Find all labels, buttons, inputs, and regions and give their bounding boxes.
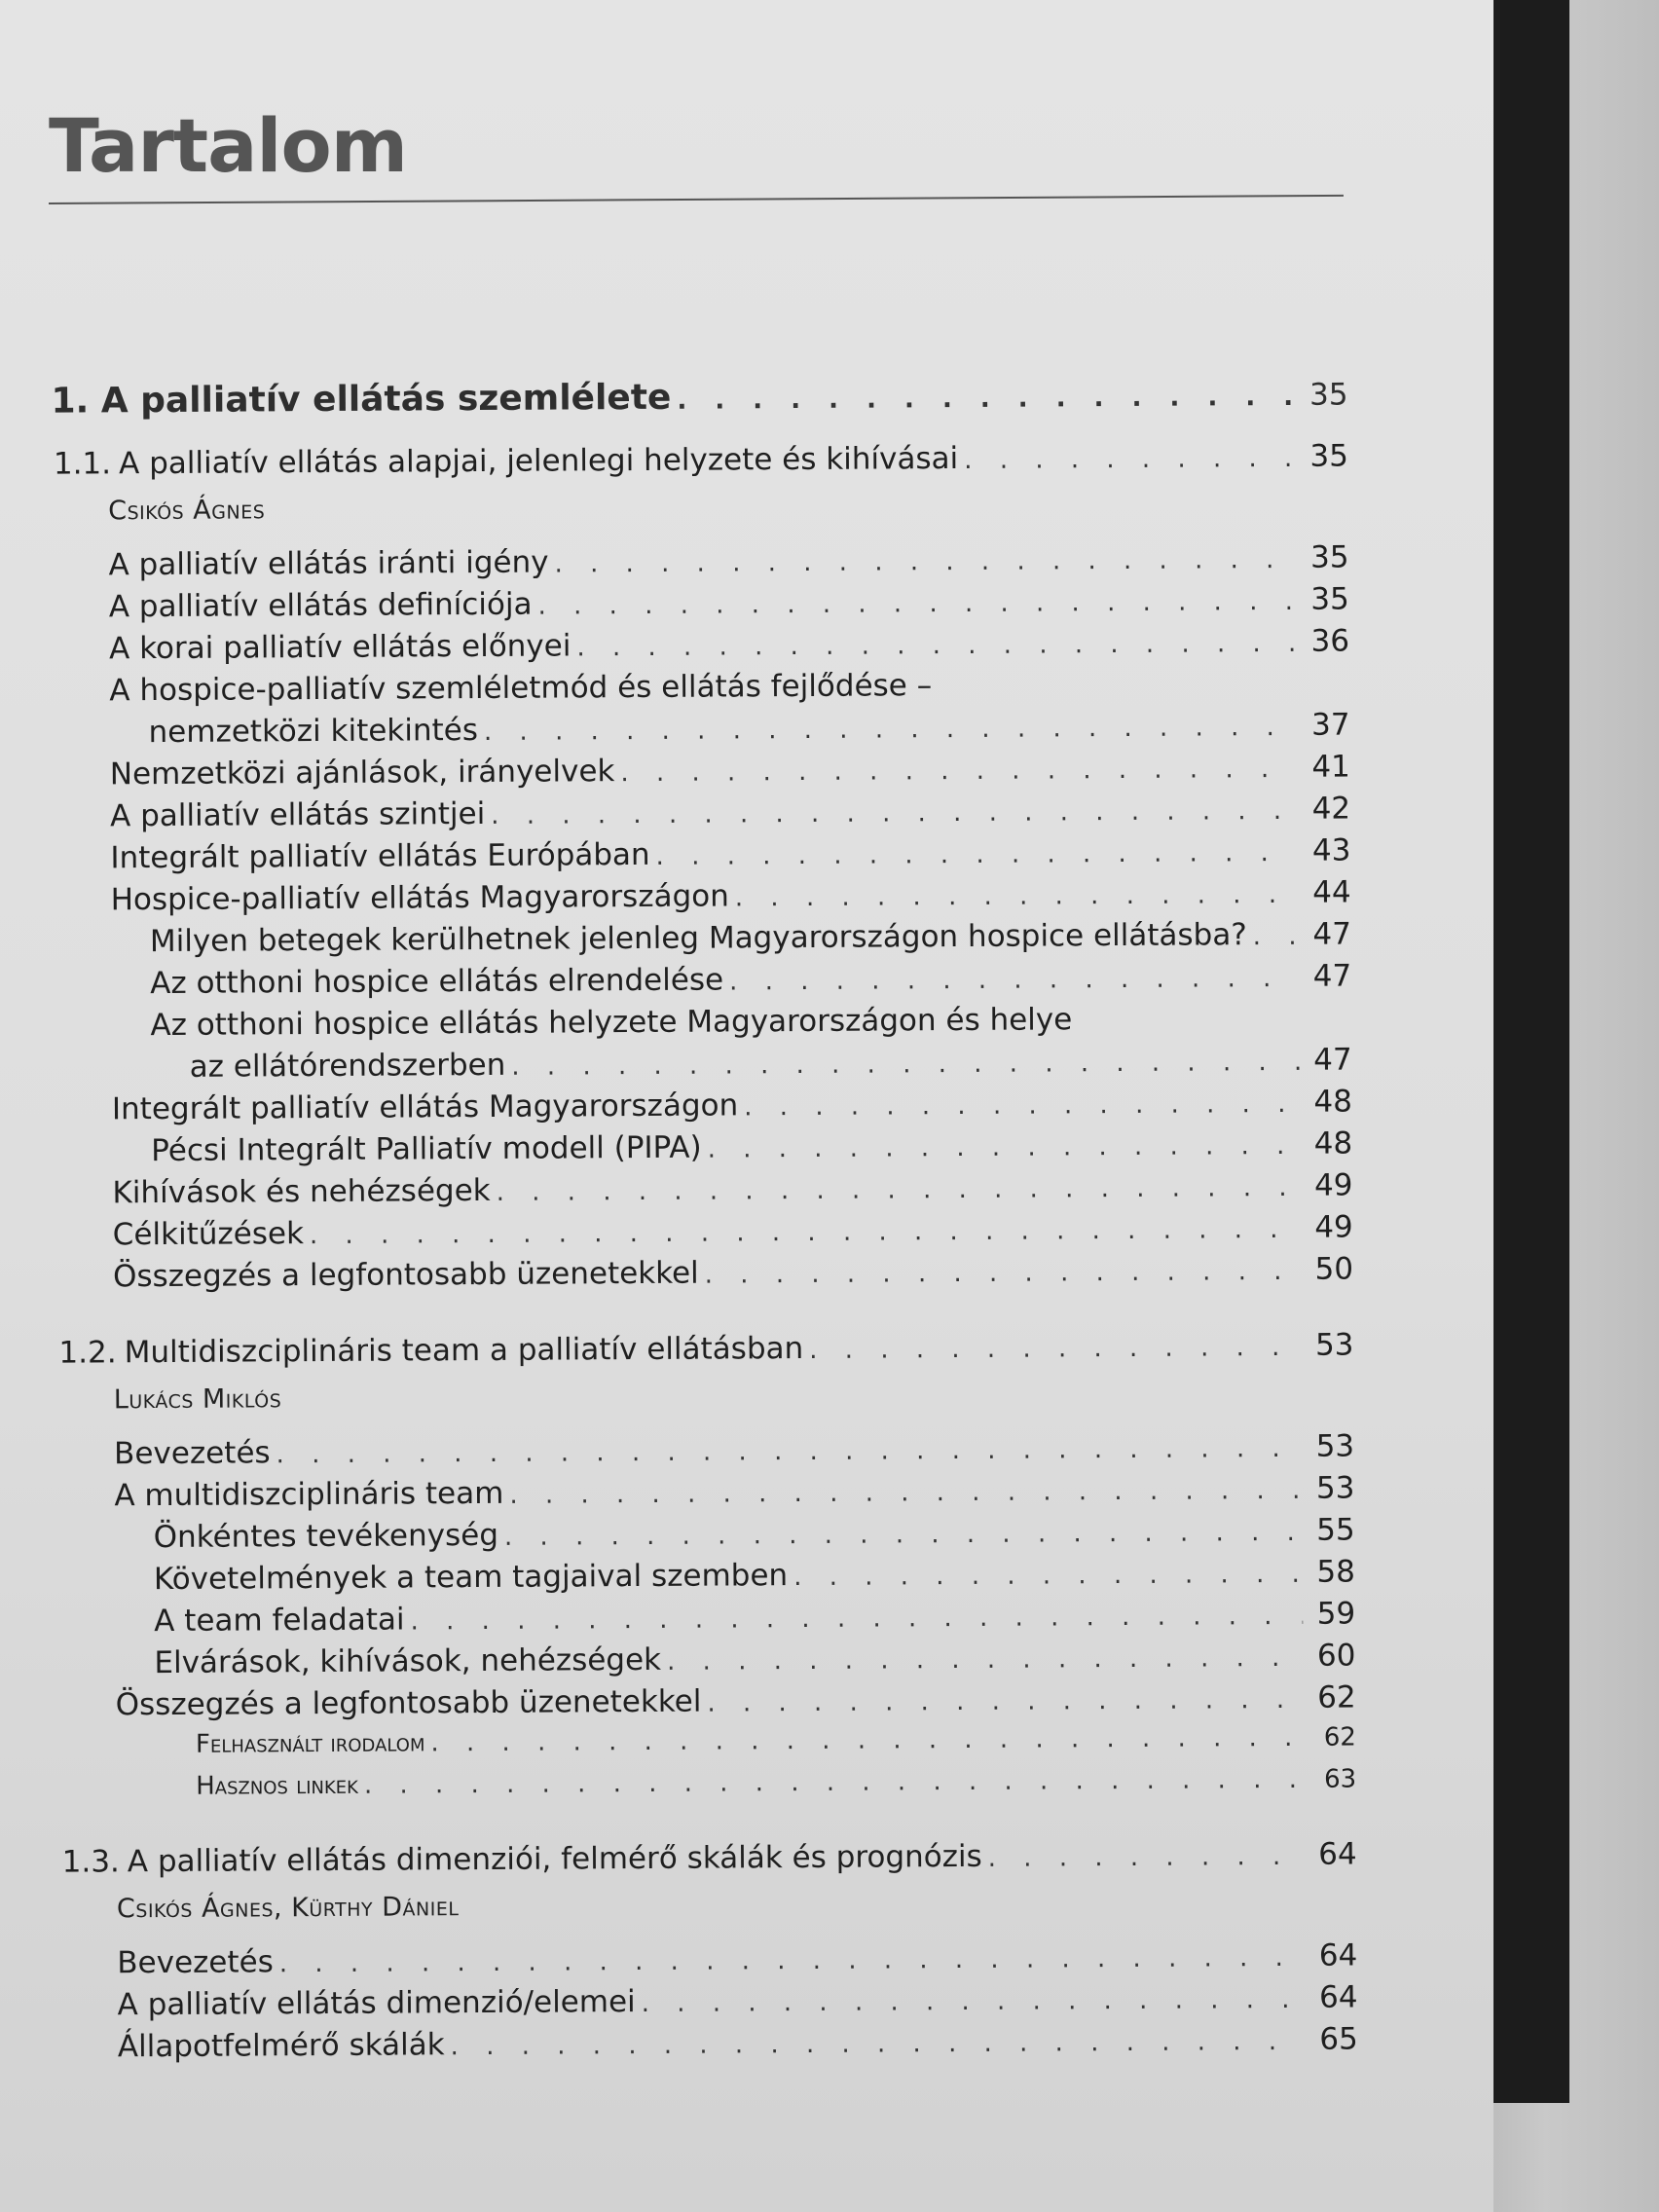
toc-label: Elvárások, kihívások, nehézségek (154, 1641, 662, 1681)
toc-subitem-continued: Az otthoni hospice ellátás helyzete Magyarországon és helye (150, 1002, 1073, 1044)
toc-page: 41 (1311, 749, 1350, 785)
toc-page: 55 (1316, 1512, 1355, 1548)
toc-page: 53 (1315, 1470, 1355, 1506)
toc-page: 35 (1309, 438, 1348, 474)
toc-label: Összegzés a legfontosabb üzenetekkel (115, 1683, 702, 1723)
toc-page: 48 (1313, 1125, 1353, 1161)
leader-dots (705, 1259, 1301, 1288)
section-author: Csikós Ágnes (108, 495, 266, 527)
toc-subitem (154, 1596, 1356, 1640)
section-number: 1.1. (53, 446, 112, 482)
toc-label: A palliatív ellátás dimenziói, felmérő skálák és prognózis (127, 1838, 982, 1880)
toc-label: az ellátórendszerben (189, 1047, 506, 1085)
toc-item (117, 2021, 1358, 2065)
toc-page: 64 (1318, 1937, 1358, 1973)
toc-label: Bevezetés (117, 1944, 274, 1981)
toc-label: A palliatív ellátás definíciója (108, 586, 533, 625)
toc-label: Multidiszciplináris team a palliatív ellátásban (124, 1330, 804, 1371)
toc-label: Milyen betegek kerülhetnek jelenleg Magyarországon hospice ellátásba? (149, 917, 1247, 960)
toc-item (148, 707, 1350, 751)
toc-label: Pécsi Integrált Palliatív modell (PIPA) (151, 1129, 702, 1169)
toc-label: Összegzés a legfontosabb üzenetekkel (112, 1255, 699, 1295)
toc-label: Követelmények a team tagjaival szemben (153, 1558, 789, 1598)
section-number: 1.3. (61, 1844, 120, 1880)
section-number: 1.2. (58, 1335, 117, 1371)
toc-reference (196, 1764, 1357, 1801)
toc-item (109, 749, 1350, 793)
leader-dots (620, 756, 1298, 786)
leader-dots (504, 1520, 1303, 1550)
toc-label: Bevezetés (114, 1435, 271, 1472)
leader-dots (430, 1725, 1304, 1755)
toc-item (111, 1084, 1353, 1127)
leader-dots (554, 547, 1296, 577)
toc-item (112, 1251, 1354, 1295)
toc-label: Önkéntes tevékenység (153, 1517, 499, 1556)
toc-item (117, 1937, 1358, 1981)
toc-page: 62 (1317, 1679, 1356, 1715)
toc-label: 1. A palliatív ellátás szemlélete (51, 377, 672, 422)
leader-dots (667, 1645, 1303, 1675)
leader-dots (484, 715, 1298, 745)
toc-section (53, 438, 1348, 482)
leader-dots (735, 882, 1299, 911)
toc-page: 47 (1313, 1042, 1352, 1078)
leader-dots (656, 840, 1299, 869)
toc-page: 49 (1313, 1167, 1353, 1203)
leader-dots (451, 2029, 1306, 2059)
toc-subitem (149, 916, 1351, 960)
toc-item (110, 832, 1351, 876)
leader-dots (708, 1133, 1301, 1162)
toc-label: Célkitűzések (112, 1216, 305, 1253)
toc-item (114, 1428, 1355, 1472)
leader-dots (310, 1217, 1301, 1248)
leader-dots (364, 1767, 1304, 1798)
toc-page: 64 (1318, 1836, 1357, 1872)
toc-item (112, 1167, 1353, 1211)
leader-dots (809, 1335, 1301, 1363)
toc-page: 60 (1316, 1638, 1356, 1674)
toc-label: Az otthoni hospice ellátás elrendelése (150, 962, 724, 1002)
toc-page: 49 (1314, 1209, 1353, 1245)
leader-dots (279, 1945, 1306, 1976)
toc-page: 44 (1312, 874, 1351, 910)
toc-page: 65 (1319, 2021, 1358, 2057)
toc-page: 53 (1315, 1428, 1355, 1464)
leader-dots (497, 1175, 1301, 1205)
toc-page: 42 (1311, 791, 1351, 827)
toc-item (115, 1679, 1356, 1723)
toc-subitem (150, 958, 1352, 1002)
toc-item (114, 1470, 1355, 1514)
toc-subitem (153, 1512, 1355, 1556)
leader-dots (964, 446, 1296, 473)
toc-item-continued: A hospice-palliatív szemléletmód és ellátás fejlődése – (109, 668, 933, 709)
toc-page: 53 (1314, 1327, 1354, 1363)
toc-page: 43 (1311, 832, 1351, 868)
toc-subitem (154, 1638, 1356, 1681)
toc-label: Felhasznált irodalom (195, 1728, 425, 1759)
toc-chapter (51, 377, 1347, 420)
toc-label: A team feladatai (154, 1602, 405, 1640)
leader-dots (509, 1478, 1302, 1508)
toc-page: 47 (1312, 958, 1352, 994)
toc-label: Hasznos linkek (196, 1770, 359, 1801)
toc-label: A palliatív ellátás dimenzió/elemei (117, 1984, 636, 2023)
section-author: Lukács Miklós (113, 1383, 282, 1416)
toc-page: 37 (1311, 707, 1350, 743)
toc-item (112, 1209, 1353, 1253)
toc-item (108, 539, 1349, 583)
leader-dots (793, 1562, 1303, 1590)
leader-dots (642, 1987, 1306, 2016)
toc-label: A korai palliatív ellátás előnyei (108, 628, 571, 667)
toc-label: nemzetközi kitekintés (148, 713, 479, 751)
leader-dots (491, 798, 1298, 829)
toc-page: 64 (1318, 1979, 1358, 2015)
toc-subitem (153, 1554, 1355, 1598)
toc-item (110, 791, 1351, 834)
toc-page: 35 (1309, 377, 1348, 413)
toc-section (61, 1836, 1357, 1880)
leader-dots (729, 966, 1299, 995)
leader-dots (410, 1604, 1303, 1635)
toc-subitem (151, 1125, 1353, 1169)
toc-item (108, 623, 1350, 667)
toc-subitem (189, 1042, 1352, 1085)
toc-label: Állapotfelmérő skálák (117, 2027, 445, 2065)
toc-item (117, 1979, 1358, 2023)
toc-reference (195, 1722, 1357, 1759)
toc-page: 48 (1313, 1084, 1353, 1120)
leader-dots (677, 385, 1295, 414)
toc-page: 47 (1312, 916, 1351, 952)
toc-page: 50 (1314, 1251, 1354, 1287)
leader-dots (537, 589, 1296, 619)
leader-dots (576, 631, 1297, 661)
toc-label: Hospice-palliatív ellátás Magyarországon (110, 878, 729, 918)
toc-page: 63 (1324, 1764, 1357, 1794)
toc-label: A palliatív ellátás iránti igény (108, 544, 549, 583)
leader-dots (276, 1436, 1303, 1467)
toc-page: 35 (1310, 581, 1349, 617)
toc-label: Integrált palliatív ellátás Magyarországon (111, 1088, 739, 1127)
toc-page: 36 (1310, 623, 1350, 659)
leader-dots (707, 1687, 1303, 1716)
leader-dots (511, 1050, 1300, 1080)
toc-label: A palliatív ellátás szintjei (110, 795, 486, 834)
toc-label: A multidiszciplináris team (114, 1475, 504, 1514)
leader-dots (744, 1091, 1300, 1120)
toc-label: Nemzetközi ajánlások, irányelvek (109, 754, 615, 793)
page-title: Tartalom (49, 102, 407, 189)
toc-item (110, 874, 1351, 918)
toc-section (58, 1327, 1354, 1371)
toc-page: 59 (1316, 1596, 1356, 1632)
toc-item (108, 581, 1349, 625)
leader-dots (1253, 924, 1299, 949)
toc-page: 62 (1323, 1722, 1357, 1752)
toc-label: A palliatív ellátás alapjai, jelenlegi helyzete és kihívásai (118, 440, 959, 482)
section-author: Csikós Ágnes, Kürthy Dániel (116, 1892, 460, 1925)
leader-dots (988, 1844, 1305, 1871)
toc-label: Integrált palliatív ellátás Európában (110, 836, 650, 876)
toc-page: 58 (1316, 1554, 1355, 1590)
toc-page: 35 (1309, 539, 1349, 575)
toc-label: Kihívások és nehézségek (112, 1172, 491, 1211)
